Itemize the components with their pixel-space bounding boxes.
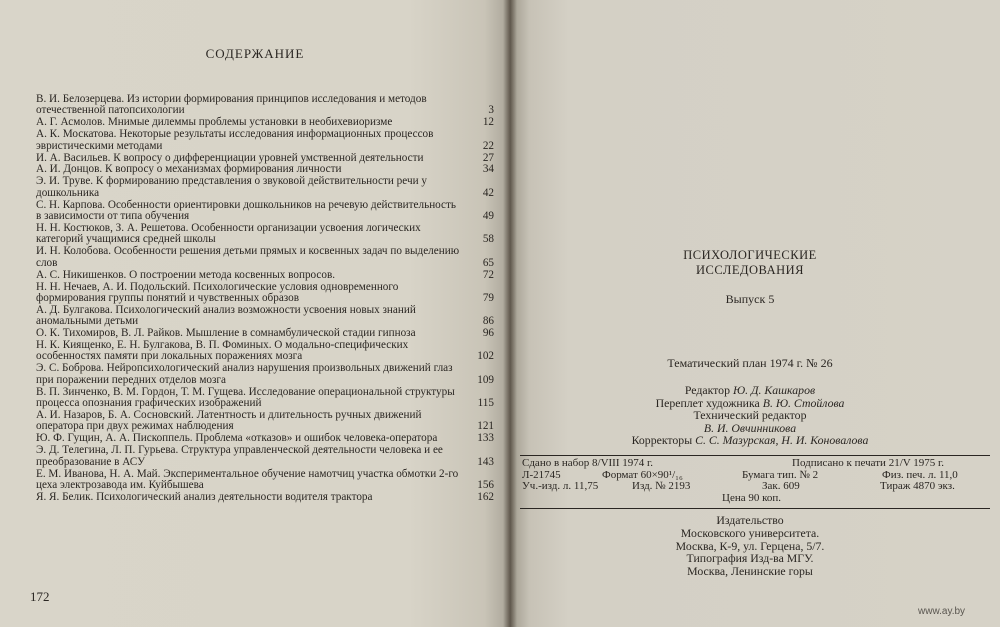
publisher-line3: Москва, К-9, ул. Герцена, 5/7. <box>675 538 825 553</box>
correctors-names: С. С. Мазурская, Н. И. Коновалова <box>695 433 869 448</box>
imprint-uch: Уч.-изд. л. 11,75 <box>522 480 599 492</box>
imprint-block <box>522 458 988 504</box>
toc-entry <box>36 129 496 152</box>
toc-entry-text: И. А. Васильев. К вопросу о дифференциации уровней умственной деятельности <box>36 151 424 164</box>
toc-entry <box>36 117 496 128</box>
toc-entry-page: 42 <box>482 186 494 199</box>
toc-entry-text: А. Д. Булгакова. Психологический анализ возможности усвоения новых знаний аномальными детьми <box>36 303 416 328</box>
toc-entry-text: Э. Д. Телегина, Л. П. Гурьева. Структура управленческой деятельности человека и ее преобразование в АСУ <box>36 444 443 468</box>
toc-entry-text: Н. Н. Костюков, З. А. Решетова. Особенности организации усвоения логических категорий учащимися средней школы <box>36 221 421 246</box>
toc-entry-page: 96 <box>482 327 494 340</box>
toc-entry-page: 3 <box>488 104 494 117</box>
imprint-bottom-rule <box>520 508 990 509</box>
credits <box>560 384 940 447</box>
contents-title: СОДЕРЖАНИЕ <box>205 46 305 61</box>
publication-title-line1: ПСИХОЛОГИЧЕСКИЕ <box>683 248 817 262</box>
editor-label: Редактор <box>684 383 730 397</box>
toc-entry <box>36 387 496 410</box>
toc-entry-text: А. И. Назаров, Б. А. Сосновский. Латентность и длительность ручных движений оператора при двух режимах наблюдения <box>36 408 422 433</box>
tech-editor-label: Технический редактор <box>693 408 807 423</box>
binding-label: Переплет художника <box>655 395 760 410</box>
toc-entry <box>36 200 496 223</box>
toc-entry-page: 102 <box>477 350 494 363</box>
toc-entry-page: 86 <box>482 315 494 328</box>
toc-entry-page: 156 <box>477 478 494 491</box>
toc-entry <box>36 469 496 492</box>
toc-entry-text: А. К. Москатова. Некоторые результаты исследования информационных процессов эвристическими методами <box>36 128 434 152</box>
imprint-code: Л-21745 <box>522 468 561 481</box>
toc-entry <box>36 153 496 164</box>
toc-entry-text: Э. С. Боброва. Нейропсихологический анализ нарушения произвольных движений глаз при поражении передних отделов мозга <box>36 362 453 386</box>
toc-entry-page: 143 <box>477 455 494 468</box>
toc-entry-text: Ю. Ф. Гущин, А. А. Пископпель. Проблема «отказов» и ошибок человека-оператора <box>36 432 438 445</box>
imprint-top-rule <box>520 455 990 456</box>
watermark: www.ay.by <box>918 606 966 617</box>
binding-name: В. Ю. Стойлова <box>762 395 845 410</box>
publisher-line4: Типография Изд-ва МГУ. <box>686 551 814 566</box>
toc-entry-text: Я. Я. Белик. Психологический анализ деятельности водителя трактора <box>36 490 373 503</box>
toc-entry-page: 34 <box>482 163 494 176</box>
book-gutter <box>503 0 517 627</box>
toc-entry <box>36 94 496 117</box>
toc-entry-page: 133 <box>477 432 494 445</box>
imprint-phys: Физ. печ. л. 11,0 <box>882 468 958 481</box>
tech-editor-name: В. И. Овчинникова <box>703 420 797 435</box>
toc-entry <box>36 363 496 386</box>
toc-entry <box>36 223 496 246</box>
editor-name: Ю. Д. Кашкаров <box>732 383 816 397</box>
toc-entry <box>36 282 496 305</box>
imprint-sent: Сдано в набор 8/VIII 1974 г. <box>522 457 654 469</box>
toc-entry-text: Е. М. Иванова, Н. А. Май. Экспериментальное обучение намотчиц участка обмотки 2-го цеха электрозавода им. Куйбышева <box>36 467 459 491</box>
toc-entry-page: 27 <box>482 151 494 164</box>
toc-entry-page: 162 <box>477 490 494 503</box>
toc-entry-page: 58 <box>482 233 494 246</box>
toc-entry <box>36 164 496 175</box>
toc-entry-text: А. С. Никишенков. О построении метода косвенных вопросов. <box>36 268 336 281</box>
correctors-label: Корректоры <box>631 433 693 448</box>
toc-entry-page: 72 <box>482 268 494 281</box>
toc-entry-page: 22 <box>482 139 494 152</box>
imprint-format: Формат 60×90¹/₁₆ <box>602 468 683 481</box>
toc-entry-text: А. Г. Асмолов. Мнимые дилеммы проблемы установки в необихевиоризме <box>36 116 393 129</box>
publisher-line2: Московского университета. <box>680 525 820 540</box>
toc-entry-text: В. И. Белозерцева. Из истории формирования принципов исследования и методов отечественной патопсихологии <box>36 93 427 117</box>
toc-entry-text: С. Н. Карпова. Особенности ориентировки дошкольников на речевую действительность в зависимости от типа обучения <box>36 198 457 223</box>
toc-entry-text: Н. К. Киященко, Е. Н. Булгакова, В. П. Фоминых. О модально-специфических особенностях памяти при локальных поражениях мозга <box>36 339 409 363</box>
imprint-paper: Бумага тип. № 2 <box>742 468 819 481</box>
toc-entry-text: Н. Н. Нечаев, А. И. Подольский. Психологические условия одновременного формирования группы понятий и чувственных образов <box>36 280 399 304</box>
imprint-tirazh: Тираж 4870 экз. <box>880 480 955 492</box>
toc-entry <box>36 305 496 328</box>
imprint-price: Цена 90 коп. <box>722 491 782 504</box>
toc-entry-text: А. И. Донцов. К вопросу о механизмах формирования личности <box>36 163 342 176</box>
publisher-line1: Издательство <box>716 513 784 527</box>
imprint-signed: Подписано к печати 21/V 1975 г. <box>792 457 945 469</box>
toc-entry-page: 65 <box>482 256 494 269</box>
toc-entry-page: 115 <box>477 397 494 410</box>
toc-entry-text: В. П. Зинченко, В. М. Гордон, Т. М. Гущева. Исследование операциональной структуры процесса опознания графических изображений <box>36 385 455 410</box>
toc-entry <box>36 433 496 444</box>
toc-entry-text: Э. И. Труве. К формированию представления о звуковой действительности речи у дошкольника <box>36 175 427 199</box>
imprint-zak: Зак. 609 <box>762 480 800 492</box>
imprint-izd: Изд. № 2193 <box>632 480 691 492</box>
toc-entry <box>36 340 496 363</box>
toc-entry <box>36 410 496 433</box>
toc-entry <box>36 246 496 269</box>
toc-entry-page: 109 <box>477 373 494 386</box>
toc-entry-page: 49 <box>482 210 494 223</box>
issue-number: Выпуск 5 <box>725 292 775 306</box>
correctors-line <box>560 434 940 447</box>
table-of-contents <box>36 94 496 504</box>
toc-entry <box>36 328 496 339</box>
thematic-plan: Тематический план 1974 г. № 26 <box>667 356 833 370</box>
toc-entry <box>36 445 496 468</box>
publisher-line5: Москва, Ленинские горы <box>687 564 813 579</box>
toc-entry-text: О. К. Тихомиров, В. Л. Райков. Мышление в сомнамбулической стадии гипноза <box>36 327 416 340</box>
publisher-block <box>560 514 940 578</box>
page-number: 172 <box>30 589 50 604</box>
toc-entry <box>36 176 496 199</box>
toc-entry-page: 121 <box>477 420 494 433</box>
toc-entry-page: 79 <box>482 291 494 304</box>
publication-title <box>560 248 940 278</box>
toc-entry <box>36 270 496 281</box>
toc-entry-text: И. Н. Колобова. Особенности решения детьми прямых и косвенных задач по выделению слов <box>36 245 460 269</box>
toc-entry-page: 12 <box>482 116 494 129</box>
toc-entry <box>36 492 496 503</box>
publication-title-line2: ИССЛЕДОВАНИЯ <box>695 263 805 277</box>
